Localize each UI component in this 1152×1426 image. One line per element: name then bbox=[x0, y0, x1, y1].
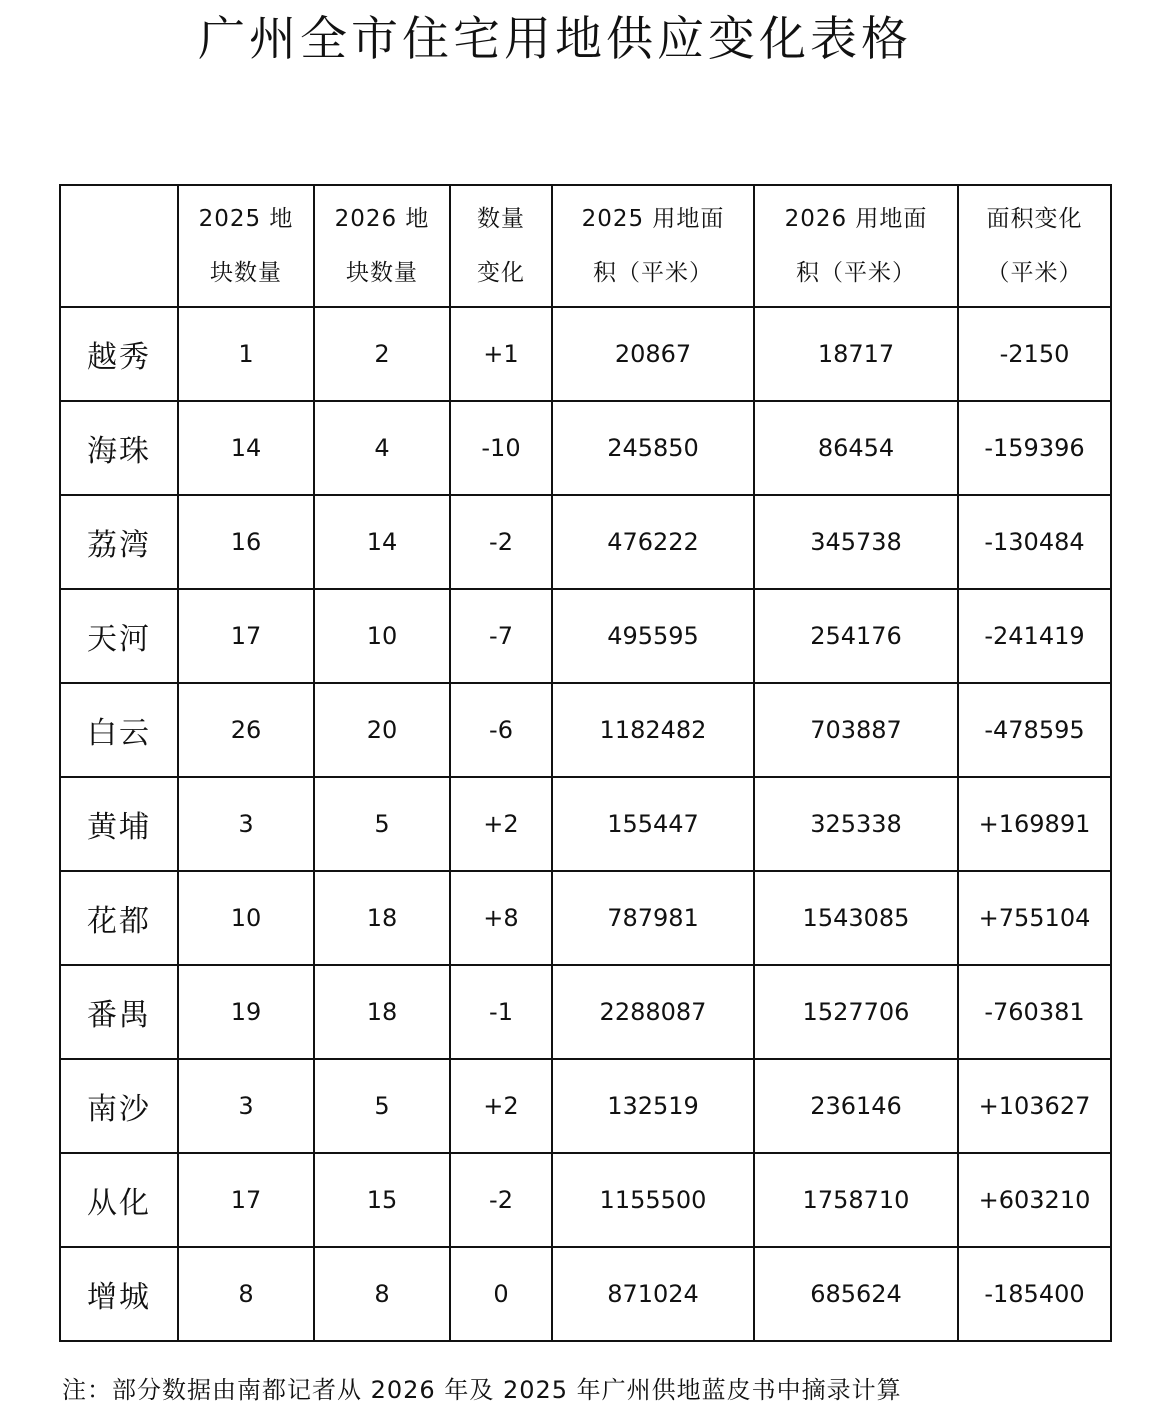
header-count-2025-label: 2025 地块数量 bbox=[198, 206, 294, 286]
cell-count-change: +8 bbox=[450, 871, 552, 965]
cell-count-change: +1 bbox=[450, 307, 552, 401]
table-row bbox=[60, 871, 1111, 965]
cell-area-2025: 20867 bbox=[552, 307, 754, 401]
cell-count-2026: 2 bbox=[314, 307, 450, 401]
cell-area-change: -159396 bbox=[958, 401, 1111, 495]
cell-area-2025: 2288087 bbox=[552, 965, 754, 1059]
table-row bbox=[60, 777, 1111, 871]
cell-count-change: 0 bbox=[450, 1247, 552, 1341]
cell-area-change: -760381 bbox=[958, 965, 1111, 1059]
header-district bbox=[60, 185, 178, 307]
table-row bbox=[60, 965, 1111, 1059]
cell-area-2026: 1543085 bbox=[754, 871, 958, 965]
cell-count-2025: 17 bbox=[178, 1153, 314, 1247]
cell-area-change: +103627 bbox=[958, 1059, 1111, 1153]
cell-area-2026: 86454 bbox=[754, 401, 958, 495]
cell-count-change: -7 bbox=[450, 589, 552, 683]
header-area-change-label: 面积变化（平米） bbox=[986, 206, 1083, 286]
cell-district: 天河 bbox=[60, 589, 178, 683]
cell-area-2025: 787981 bbox=[552, 871, 754, 965]
header-count-change-label: 数量变化 bbox=[477, 206, 525, 286]
cell-area-change: -478595 bbox=[958, 683, 1111, 777]
table-row bbox=[60, 683, 1111, 777]
header-area-2026 bbox=[754, 185, 958, 307]
cell-area-change: -185400 bbox=[958, 1247, 1111, 1341]
cell-count-change: -6 bbox=[450, 683, 552, 777]
cell-district: 南沙 bbox=[60, 1059, 178, 1153]
cell-count-2025: 26 bbox=[178, 683, 314, 777]
cell-area-2026: 1758710 bbox=[754, 1153, 958, 1247]
cell-area-2025: 132519 bbox=[552, 1059, 754, 1153]
cell-area-2026: 236146 bbox=[754, 1059, 958, 1153]
cell-count-2025: 1 bbox=[178, 307, 314, 401]
cell-count-2025: 3 bbox=[178, 1059, 314, 1153]
table-row bbox=[60, 495, 1111, 589]
cell-count-2026: 10 bbox=[314, 589, 450, 683]
cell-count-2025: 16 bbox=[178, 495, 314, 589]
cell-area-2026: 685624 bbox=[754, 1247, 958, 1341]
cell-district: 增城 bbox=[60, 1247, 178, 1341]
header-count-2026 bbox=[314, 185, 450, 307]
cell-district: 白云 bbox=[60, 683, 178, 777]
cell-count-change: +2 bbox=[450, 777, 552, 871]
cell-count-2025: 3 bbox=[178, 777, 314, 871]
cell-area-change: +755104 bbox=[958, 871, 1111, 965]
table-body bbox=[60, 185, 1111, 1341]
cell-area-change: -241419 bbox=[958, 589, 1111, 683]
cell-count-2026: 14 bbox=[314, 495, 450, 589]
cell-count-2026: 18 bbox=[314, 965, 450, 1059]
header-count-2026-label: 2026 地块数量 bbox=[334, 206, 430, 286]
cell-count-2025: 17 bbox=[178, 589, 314, 683]
cell-count-2025: 10 bbox=[178, 871, 314, 965]
cell-count-2025: 19 bbox=[178, 965, 314, 1059]
cell-district: 番禺 bbox=[60, 965, 178, 1059]
cell-count-2026: 18 bbox=[314, 871, 450, 965]
cell-count-2026: 4 bbox=[314, 401, 450, 495]
cell-area-2025: 245850 bbox=[552, 401, 754, 495]
cell-area-2025: 1182482 bbox=[552, 683, 754, 777]
cell-area-2025: 871024 bbox=[552, 1247, 754, 1341]
table-row bbox=[60, 1153, 1111, 1247]
footnote: 注：部分数据由南都记者从 2026 年及 2025 年广州供地蓝皮书中摘录计算 bbox=[62, 1376, 902, 1404]
cell-count-change: +2 bbox=[450, 1059, 552, 1153]
cell-count-change: -2 bbox=[450, 1153, 552, 1247]
cell-count-change: -10 bbox=[450, 401, 552, 495]
header-count-2025 bbox=[178, 185, 314, 307]
cell-district: 花都 bbox=[60, 871, 178, 965]
header-area-2025-label: 2025 用地面积（平米） bbox=[581, 206, 725, 286]
cell-area-2026: 703887 bbox=[754, 683, 958, 777]
table-row bbox=[60, 307, 1111, 401]
cell-area-change: -130484 bbox=[958, 495, 1111, 589]
table-row bbox=[60, 1059, 1111, 1153]
cell-district: 荔湾 bbox=[60, 495, 178, 589]
cell-count-2026: 8 bbox=[314, 1247, 450, 1341]
cell-district: 黄埔 bbox=[60, 777, 178, 871]
cell-count-2025: 14 bbox=[178, 401, 314, 495]
cell-area-2025: 495595 bbox=[552, 589, 754, 683]
cell-area-change: -2150 bbox=[958, 307, 1111, 401]
table-header-row bbox=[60, 185, 1111, 307]
cell-district: 从化 bbox=[60, 1153, 178, 1247]
cell-count-2025: 8 bbox=[178, 1247, 314, 1341]
cell-count-2026: 20 bbox=[314, 683, 450, 777]
cell-area-2025: 155447 bbox=[552, 777, 754, 871]
cell-area-2026: 1527706 bbox=[754, 965, 958, 1059]
header-count-change bbox=[450, 185, 552, 307]
page-title: 广州全市住宅用地供应变化表格 bbox=[198, 12, 912, 67]
header-area-2025 bbox=[552, 185, 754, 307]
cell-count-change: -2 bbox=[450, 495, 552, 589]
cell-area-2025: 1155500 bbox=[552, 1153, 754, 1247]
cell-count-2026: 5 bbox=[314, 1059, 450, 1153]
header-area-2026-label: 2026 用地面积（平米） bbox=[784, 206, 928, 286]
cell-area-2026: 18717 bbox=[754, 307, 958, 401]
cell-count-2026: 5 bbox=[314, 777, 450, 871]
cell-area-2025: 476222 bbox=[552, 495, 754, 589]
cell-count-2026: 15 bbox=[314, 1153, 450, 1247]
table-row bbox=[60, 589, 1111, 683]
cell-district: 越秀 bbox=[60, 307, 178, 401]
cell-area-change: +169891 bbox=[958, 777, 1111, 871]
land-supply-table bbox=[59, 184, 1112, 1342]
table-row bbox=[60, 401, 1111, 495]
cell-area-2026: 254176 bbox=[754, 589, 958, 683]
cell-area-change: +603210 bbox=[958, 1153, 1111, 1247]
table-row bbox=[60, 1247, 1111, 1341]
cell-area-2026: 345738 bbox=[754, 495, 958, 589]
cell-district: 海珠 bbox=[60, 401, 178, 495]
cell-area-2026: 325338 bbox=[754, 777, 958, 871]
header-area-change bbox=[958, 185, 1111, 307]
cell-count-change: -1 bbox=[450, 965, 552, 1059]
